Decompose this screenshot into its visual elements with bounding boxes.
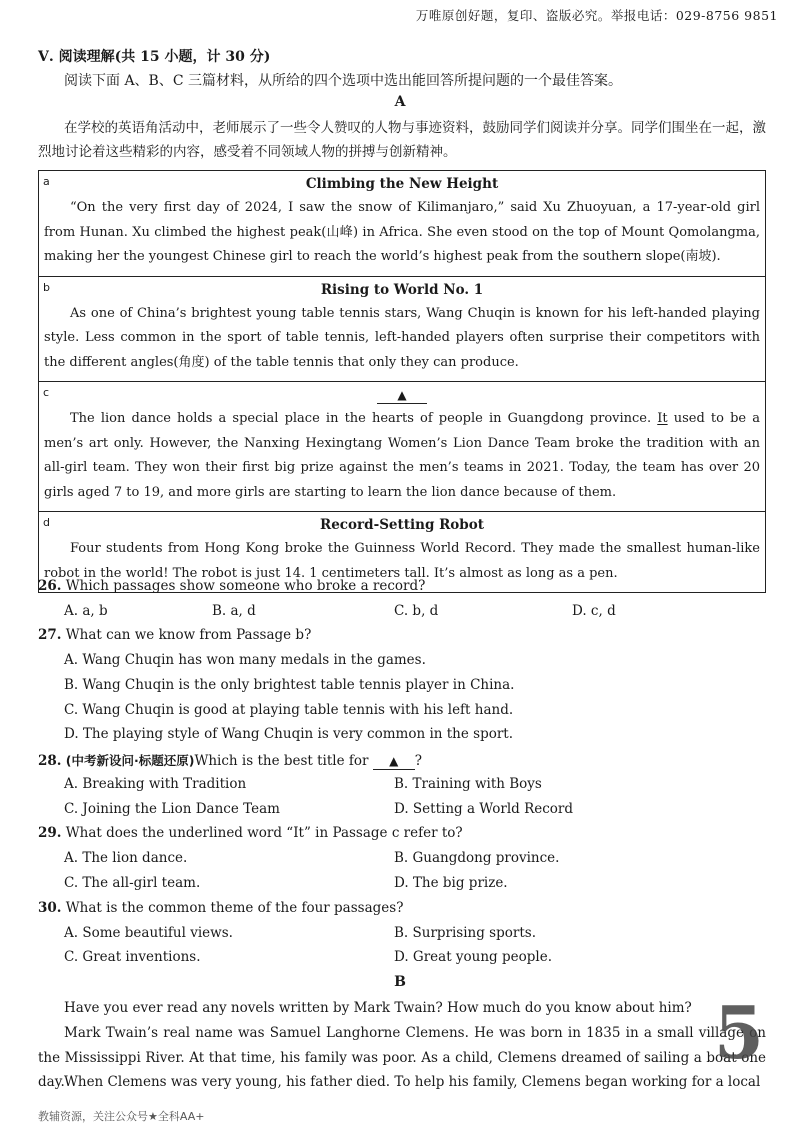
q29-option-c[interactable]: C. The all-girl team. — [64, 875, 201, 891]
title-blank: ▲ — [377, 387, 427, 404]
q27-option-a[interactable]: A. Wang Chuqin has won many medals in the games. — [64, 652, 426, 668]
passage-body: “On the very first day of 2024, I saw the snow of Kilimanjaro,” said Xu Zhuoyuan, a 17-year-old girl from Hunan. Xu climbed the highest peak(山峰) in Africa. She even stood on the top of Mount Qomolangma, making her the youngest Chinese girl to reach the world’s highest peak from the southern slope(南坡). — [44, 200, 760, 264]
page-number: 5 — [713, 990, 764, 1075]
passage-body: As one of China’s brightest young table tennis stars, Wang Chuqin is known for his left-handed playing style. Less common in the sport of table tennis, left-handed players often surprise their competitors with the different angles(角度) of the table tennis that only they can produce. — [44, 305, 760, 370]
q27-option-d[interactable]: D. The playing style of Wang Chuqin is very common in the sport. — [64, 726, 514, 742]
q26-option-c[interactable]: C. b, d — [394, 603, 439, 619]
question-text: What does the underlined word “It” in Passage c refer to? — [65, 825, 463, 841]
passage-b — [39, 277, 765, 383]
passage-c — [39, 382, 765, 512]
passage-title: Climbing the New Height — [305, 176, 499, 192]
q27-option-c[interactable]: C. Wang Chuqin is good at playing table tennis with his left hand. — [64, 702, 514, 718]
q29-option-b[interactable]: B. Guangdong province. — [394, 850, 560, 866]
q28-option-c[interactable]: C. Joining the Lion Dance Team — [64, 801, 280, 817]
passage-title: Rising to World No. 1 — [320, 281, 484, 298]
passage-title: Record-Setting Robot — [320, 517, 484, 533]
title-blank: ▲ — [373, 753, 415, 770]
passage-text: used to be a men’s art only. However, the Nanxing Hexingtang Women’s Lion Dance Team broke the tradition with an all-girl team. They won their first big prize against the men’s teams in 2021. Today, the team has over 20 girls aged 7 to 19, and more girls are starting to learn the lion dance because of them. — [44, 411, 760, 500]
part-b-paragraph-2: Mark Twain’s real name was Samuel Langhorne Clemens. He was born in 1835 in a small village on the Mississippi River. At that time, his family was poor. As a child, Clemens dreamed of sailing a boat one day. — [38, 1025, 766, 1090]
part-b-paragraph-3: When Clemens was very young, his father died. To help his family, Clemens began working for a local — [64, 1074, 761, 1090]
question-badge: (中考新设问·标题还原) — [65, 753, 195, 768]
question-text: Which passages show someone who broke a record? — [65, 578, 426, 594]
passage-title — [44, 382, 760, 407]
q26-option-a[interactable]: A. a, b — [64, 603, 108, 619]
passage-body: Four students from Hong Kong broke the Guinness World Record. They made the smallest human-like robot in the world! The robot is just 14. 1 centimeters tall. It’s almost as long as a pen. — [44, 541, 760, 581]
q28-option-b[interactable]: B. Training with Boys — [394, 776, 542, 792]
part-a-heading: A — [394, 94, 406, 110]
question-text: What can we know from Passage b? — [65, 627, 312, 643]
question-end: ? — [414, 753, 423, 769]
question-26 — [38, 578, 425, 594]
q26-option-b[interactable]: B. a, d — [212, 603, 256, 619]
question-27 — [38, 627, 311, 643]
header-note: 万唯原创好题，复印、盗版必究。举报电话：029-8756 9851 — [415, 8, 778, 23]
question-number: 30. — [38, 900, 62, 916]
question-28 — [38, 751, 422, 770]
q27-option-b[interactable]: B. Wang Chuqin is the only brightest table tennis player in China. — [64, 677, 515, 693]
passage-letter: d — [43, 516, 50, 529]
q28-option-d[interactable]: D. Setting a World Record — [394, 801, 574, 817]
section-instruction: 阅读下面 A、B、C 三篇材料，从所给的四个选项中选出能回答所提问题的一个最佳答案。 — [64, 73, 623, 89]
part-a-intro: 在学校的英语角活动中，老师展示了一些令人赞叹的人物与事迹资料，鼓励同学们阅读并分享。同学们围坐在一起，激烈地讨论着这些精彩的内容，感受着不同领域人物的拼搏与创新精神。 — [38, 120, 766, 160]
q30-option-c[interactable]: C. Great inventions. — [64, 949, 201, 965]
footer-note: 教辅资源，关注公众号★全科AA+ — [38, 1110, 205, 1123]
passage-letter: a — [43, 175, 50, 188]
passage-letter: b — [43, 280, 50, 294]
part-b-heading: B — [394, 974, 406, 990]
question-text: What is the common theme of the four passages? — [65, 900, 404, 916]
q28-option-a[interactable]: A. Breaking with Tradition — [64, 776, 247, 792]
q30-option-d[interactable]: D. Great young people. — [394, 949, 552, 965]
question-text: Which is the best title for — [194, 753, 369, 769]
q30-option-b[interactable]: B. Surprising sports. — [394, 925, 536, 941]
question-number: 29. — [38, 825, 62, 841]
q29-option-d[interactable]: D. The big prize. — [394, 875, 508, 891]
part-b-paragraph-1: Have you ever read any novels written by Mark Twain? How much do you know about him? — [64, 1000, 692, 1016]
question-number: 28. — [38, 753, 62, 769]
question-number: 27. — [38, 627, 62, 643]
q26-option-d[interactable]: D. c, d — [572, 603, 616, 619]
passage-body — [44, 407, 760, 505]
question-29 — [38, 825, 463, 841]
passage-a — [39, 171, 765, 277]
q30-option-a[interactable]: A. Some beautiful views. — [64, 925, 233, 941]
q29-option-a[interactable]: A. The lion dance. — [64, 850, 188, 866]
question-30 — [38, 900, 403, 916]
section-title: Ⅴ. 阅读理解(共 15 小题，计 30 分) — [38, 49, 271, 65]
passage-text: The lion dance holds a special place in the hearts of people in Guangdong province. — [70, 411, 658, 426]
passages-table — [38, 170, 766, 593]
question-number: 26. — [38, 578, 62, 594]
underlined-word: It — [657, 411, 668, 426]
passage-letter: c — [43, 386, 50, 399]
